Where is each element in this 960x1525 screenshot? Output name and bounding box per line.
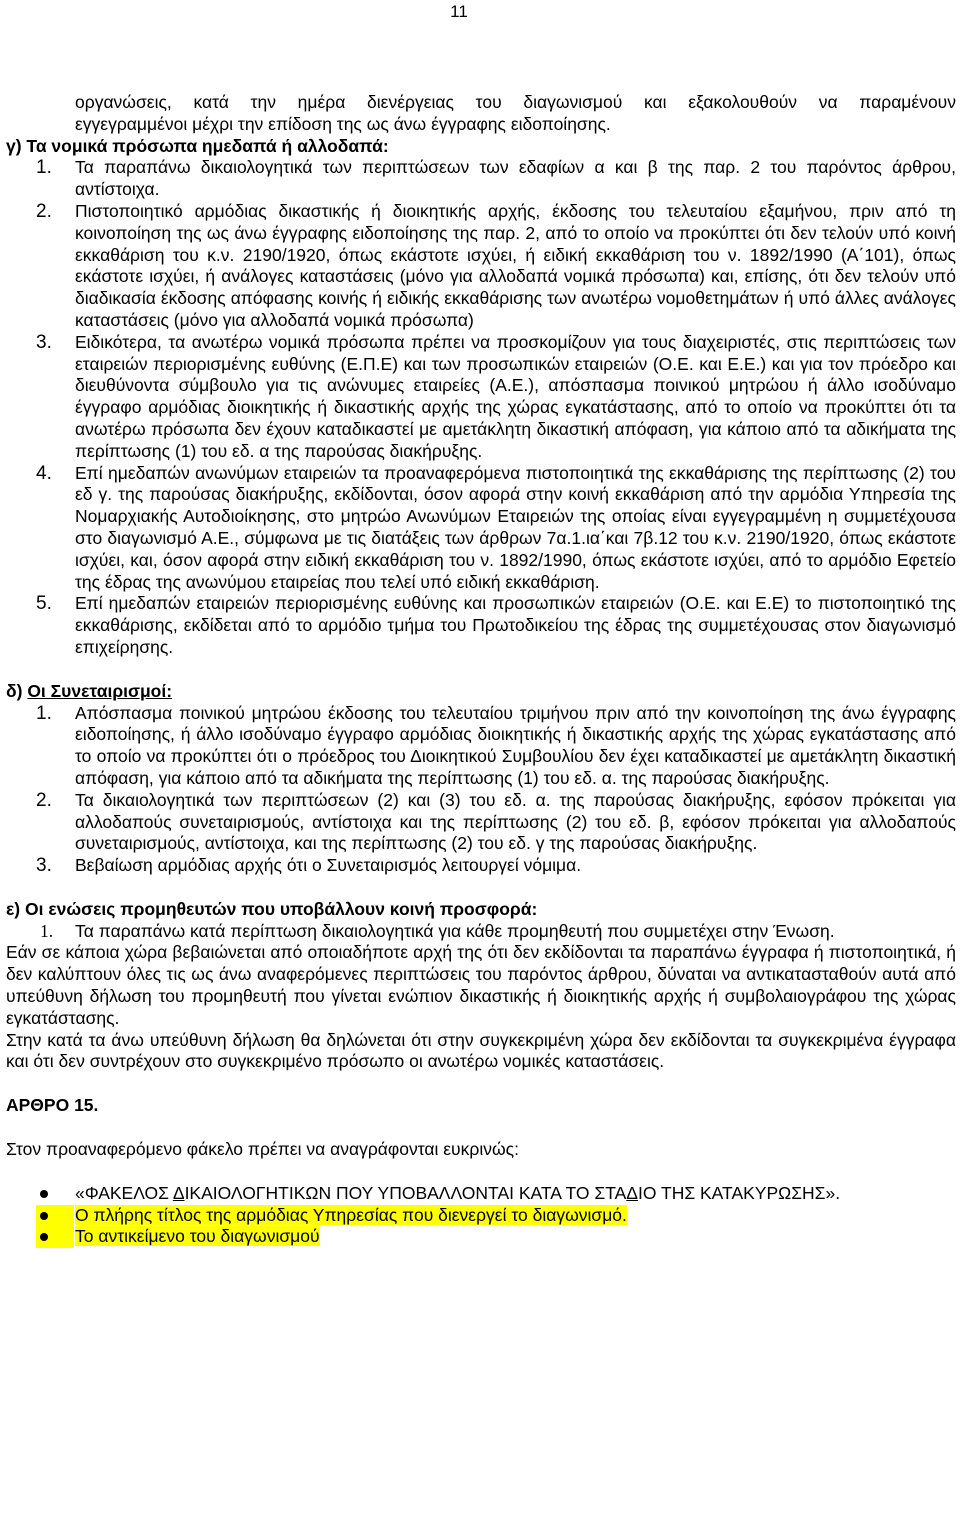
- document-body: [6, 92, 956, 1248]
- item-number: 2.: [36, 789, 52, 811]
- bullet-text: Ο πλήρης τίτλος της αρμόδιας Υπηρεσίας που διενεργεί το διαγωνισμό.: [75, 1204, 627, 1225]
- page-number: 11: [450, 2, 468, 21]
- item-number: 1.: [40, 920, 54, 941]
- item-number: 3.: [36, 855, 52, 877]
- bullet-item-subject: [6, 1226, 956, 1248]
- bullet-text-part: ΙΚΑΙΟΛΟΓΗΤΙΚΩΝ ΠΟΥ ΥΠΟΒΑΛΛΟΝΤΑΙ ΚΑΤΑ ΤΟ ΣΤΑ: [184, 1182, 627, 1203]
- item-number: 4.: [36, 462, 52, 484]
- section-c-item-1: [6, 157, 956, 201]
- item-text: Πιστοποιητικό αρμόδιας δικαστικής ή διοικητικής αρχής, έκδοσης του τελευταίου εξαμήνου, πριν από τη κοινοποίηση της ως άνω έγγραφης ειδοποίησης της παρ. 2, από το οποίο να προκύπτει ότι δεν τελούν υπό κοινή εκκαθάριση του κ.ν. 2190/1920, όπως εκάστοτε ισχύει, ή ειδική εκκαθάριση του ν. 1892/1990 (Α΄101), όπως εκάστοτε ισχύει, ή ανάλογες καταστάσεις (μόνο για αλλοδαπά νομικά πρόσωπα) και, επίσης, ότι δεν τελούν υπό διαδικασία έκδοσης απόφασης κοινής ή ειδικής εκκαθάρισης των ανωτέρω νομοθετημάτων ή υπό άλλες ανάλογες καταστάσεις (μόνο για αλλοδαπά νομικά πρόσωπα): [75, 200, 956, 330]
- bullet-item-service-title: [6, 1205, 956, 1227]
- bullet-text-underlined: Δ: [626, 1182, 638, 1203]
- section-e-paragraph-1: Εάν σε κάποια χώρα βεβαιώνεται από οποιαδήποτε αρχή της ότι δεν εκδίδονται τα παραπάνω έγγραφα ή πιστοποιητικά, ή δεν καλύπτουν όλες τις ως άνω αναφερόμενες περιπτώσεις του παρόντος άρθρου, δύναται να αντικατασταθούν αυτά από υπεύθυνη δήλωση του προμηθευτή που γίνεται ενώπιον δικαστικής ή διοικητικής αρχής ή συμβολαιογράφου της χώρας εγκατάστασης.: [6, 942, 956, 1028]
- bullet-text: Το αντικείμενο του διαγωνισμού: [75, 1226, 320, 1247]
- section-c-item-5: [6, 593, 956, 658]
- section-d-item-3: [6, 855, 956, 877]
- item-text: Ειδικότερα, τα ανωτέρω νομικά πρόσωπα πρέπει να προσκομίζουν για τους διαχειριστές, στις περιπτώσεις των εταιρειών περιορισμένης ευθύνης (Ε.Π.Ε) και των προσωπικών εταιρειών (Ο.Ε. και Ε.Ε.) και για τον πρόεδρο και διευθύνοντα σύμβουλο για τις ανώνυμες εταιρείες (Α.Ε.), απόσπασμα ποινικού μητρώου ή άλλο ισοδύναμο έγγραφο αρμόδιας διοικητικής ή δικαστικής αρχής της χώρας εγκατάστασης, από το οποίο να προκύπτει ότι τα ανωτέρω πρόσωπα δεν έχουν καταδικαστεί με αμετάκλητη δικαστική απόφαση, για κάποιο από τα αδικήματα της περίπτωσης (1) του εδ. α της παρούσας διακήρυξης.: [75, 331, 956, 461]
- heading-underlined: Οι Συνεταιρισμοί:: [27, 680, 173, 701]
- item-number: 2.: [36, 200, 52, 222]
- highlight-marker: [36, 1205, 74, 1227]
- section-e-paragraph-2: Στην κατά τα άνω υπεύθυνη δήλωση θα δηλώνεται ότι στην συγκεκριμένη χώρα δεν εκδίδονται τα συγκεκριμένα έγγραφα και ότι δεν συντρέχουν στο συγκεκριμένο πρόσωπο οι ανωτέρω νομικές καταστάσεις.: [6, 1029, 956, 1072]
- item-number: 3.: [36, 331, 52, 353]
- item-text: Επί ημεδαπών εταιρειών περιορισμένης ευθύνης και προσωπικών εταιρειών (Ο.Ε. και Ε.Ε) το πιστοποιητικό της εκκαθάρισης, εκδίδεται από το αρμόδιο τμήμα του Πρωτοδικείου της έδρας της συμμετέχουσας στον διαγωνισμό επιχείρησης.: [75, 593, 956, 657]
- bullet-item-folder-title: [6, 1183, 956, 1205]
- item-text: Τα δικαιολογητικά των περιπτώσεων (2) και (3) του εδ. α. της παρούσας διακήρυξης, εφόσον πρόκειται για αλλοδαπούς συνεταιρισμούς, αντίστοιχα και της περίπτωσης (2) του εδ. β, εφόσον πρόκειται για αλλοδαπούς συνεταιρισμούς, αντίστοιχα, και της περίπτωσης (2) του εδ. γ της παρούσας διακήρυξης.: [75, 789, 956, 854]
- section-d-item-1: [6, 703, 956, 790]
- section-d-item-2: [6, 790, 956, 855]
- heading-prefix: δ): [6, 680, 28, 701]
- intro-line-2: εγγεγραμμένοι μέχρι την επίδοση της ως άνω έγγραφης ειδοποίησης.: [75, 113, 611, 134]
- section-e-heading: ε) Οι ενώσεις προμηθευτών που υποβάλλουν κοινή προσφορά:: [6, 898, 538, 919]
- bullet-text-part: «ΦΑΚΕΛΟΣ: [75, 1182, 173, 1203]
- section-d-heading: [6, 681, 956, 703]
- intro-line-1: οργανώσεις, κατά την ημέρα διενέργειας του διαγωνισμού και εξακολουθούν να παραμένουν: [75, 92, 956, 112]
- item-text: Βεβαίωση αρμόδιας αρχής ότι ο Συνεταιρισμός λειτουργεί νόμιμα.: [75, 855, 582, 876]
- item-text: Επί ημεδαπών ανωνύμων εταιρειών τα προαναφερόμενα πιστοποιητικά της εκκαθάρισης της περίπτωσης (2) του εδ γ. της παρούσας διακήρυξης, εκδίδονται, όσον αφορά στην κοινή εκκαθάριση από την αρμόδια Υπηρεσία της Νομαρχιακής Αυτοδιοίκησης, στο μητρώο Ανωνύμων Εταιρειών της οποίας είναι εγγεγραμμένη η συμμετέχουσα στο διαγωνισμό Α.Ε., σύμφωνα με τις διατάξεις των άρθρων 7α.1.ια΄και 7β.12 του κ.ν. 2190/1920, όπως εκάστοτε ισχύει, και, όσον αφορά στην ειδική εκκαθάριση του ν. 1892/1990, όπως εκάστοτε ισχύει, από το αρμόδιο Εφετείο της έδρας της ανωνύμου εταιρείας που τελεί υπό ειδική εκκαθάριση.: [75, 462, 956, 592]
- article-heading: ΑΡΘΡΟ 15.: [6, 1095, 99, 1116]
- item-text: Απόσπασμα ποινικού μητρώου έκδοσης του τελευταίου τριμήνου πριν από την κοινοποίηση της άνω έγγραφης ειδοποίησης, ή άλλο ισοδύναμο έγγραφο αρμόδιας διοικητικής ή δικαστικής αρχής της χώρας εγκατάστασης από το οποίο να προκύπτει ότι ο πρόεδρος του Διοικητικού Συμβουλίου δεν έχει καταδικαστεί με αμετάκλητη δικαστική απόφαση, για κάποιο από τα αδικήματα της περίπτωσης (1) του εδ. α. της παρούσας διακήρυξης.: [75, 702, 956, 788]
- item-text: Τα παραπάνω δικαιολογητικά των περιπτώσεων των εδαφίων α και β της παρ. 2 του παρόντος άρθρου, αντίστοιχα.: [75, 157, 956, 200]
- highlight-marker: [36, 1226, 74, 1248]
- bullet-icon: [40, 1190, 48, 1198]
- section-c-item-2: [6, 201, 956, 332]
- bullet-text-part: ΙΟ ΤΗΣ ΚΑΤΑΚΥΡΩΣΗΣ».: [637, 1182, 841, 1203]
- section-e-item-1: [6, 921, 956, 943]
- section-c-heading: γ) Τα νομικά πρόσωπα ημεδαπά ή αλλοδαπά:: [6, 135, 389, 156]
- bullet-icon: [40, 1233, 48, 1241]
- section-c-item-4: [6, 463, 956, 594]
- section-c-item-3: [6, 332, 956, 463]
- bullet-icon: [40, 1212, 48, 1220]
- bullet-text-underlined: Δ: [172, 1182, 185, 1203]
- article-intro: Στον προαναφερόμενο φάκελο πρέπει να αναγράφονται ευκρινώς:: [6, 1139, 519, 1160]
- item-number: 5.: [36, 593, 52, 615]
- item-text: Τα παραπάνω κατά περίπτωση δικαιολογητικά για κάθε προμηθευτή που συμμετέχει στην Ένωση.: [75, 920, 835, 941]
- item-number: 1.: [36, 702, 52, 724]
- item-number: 1.: [36, 157, 52, 179]
